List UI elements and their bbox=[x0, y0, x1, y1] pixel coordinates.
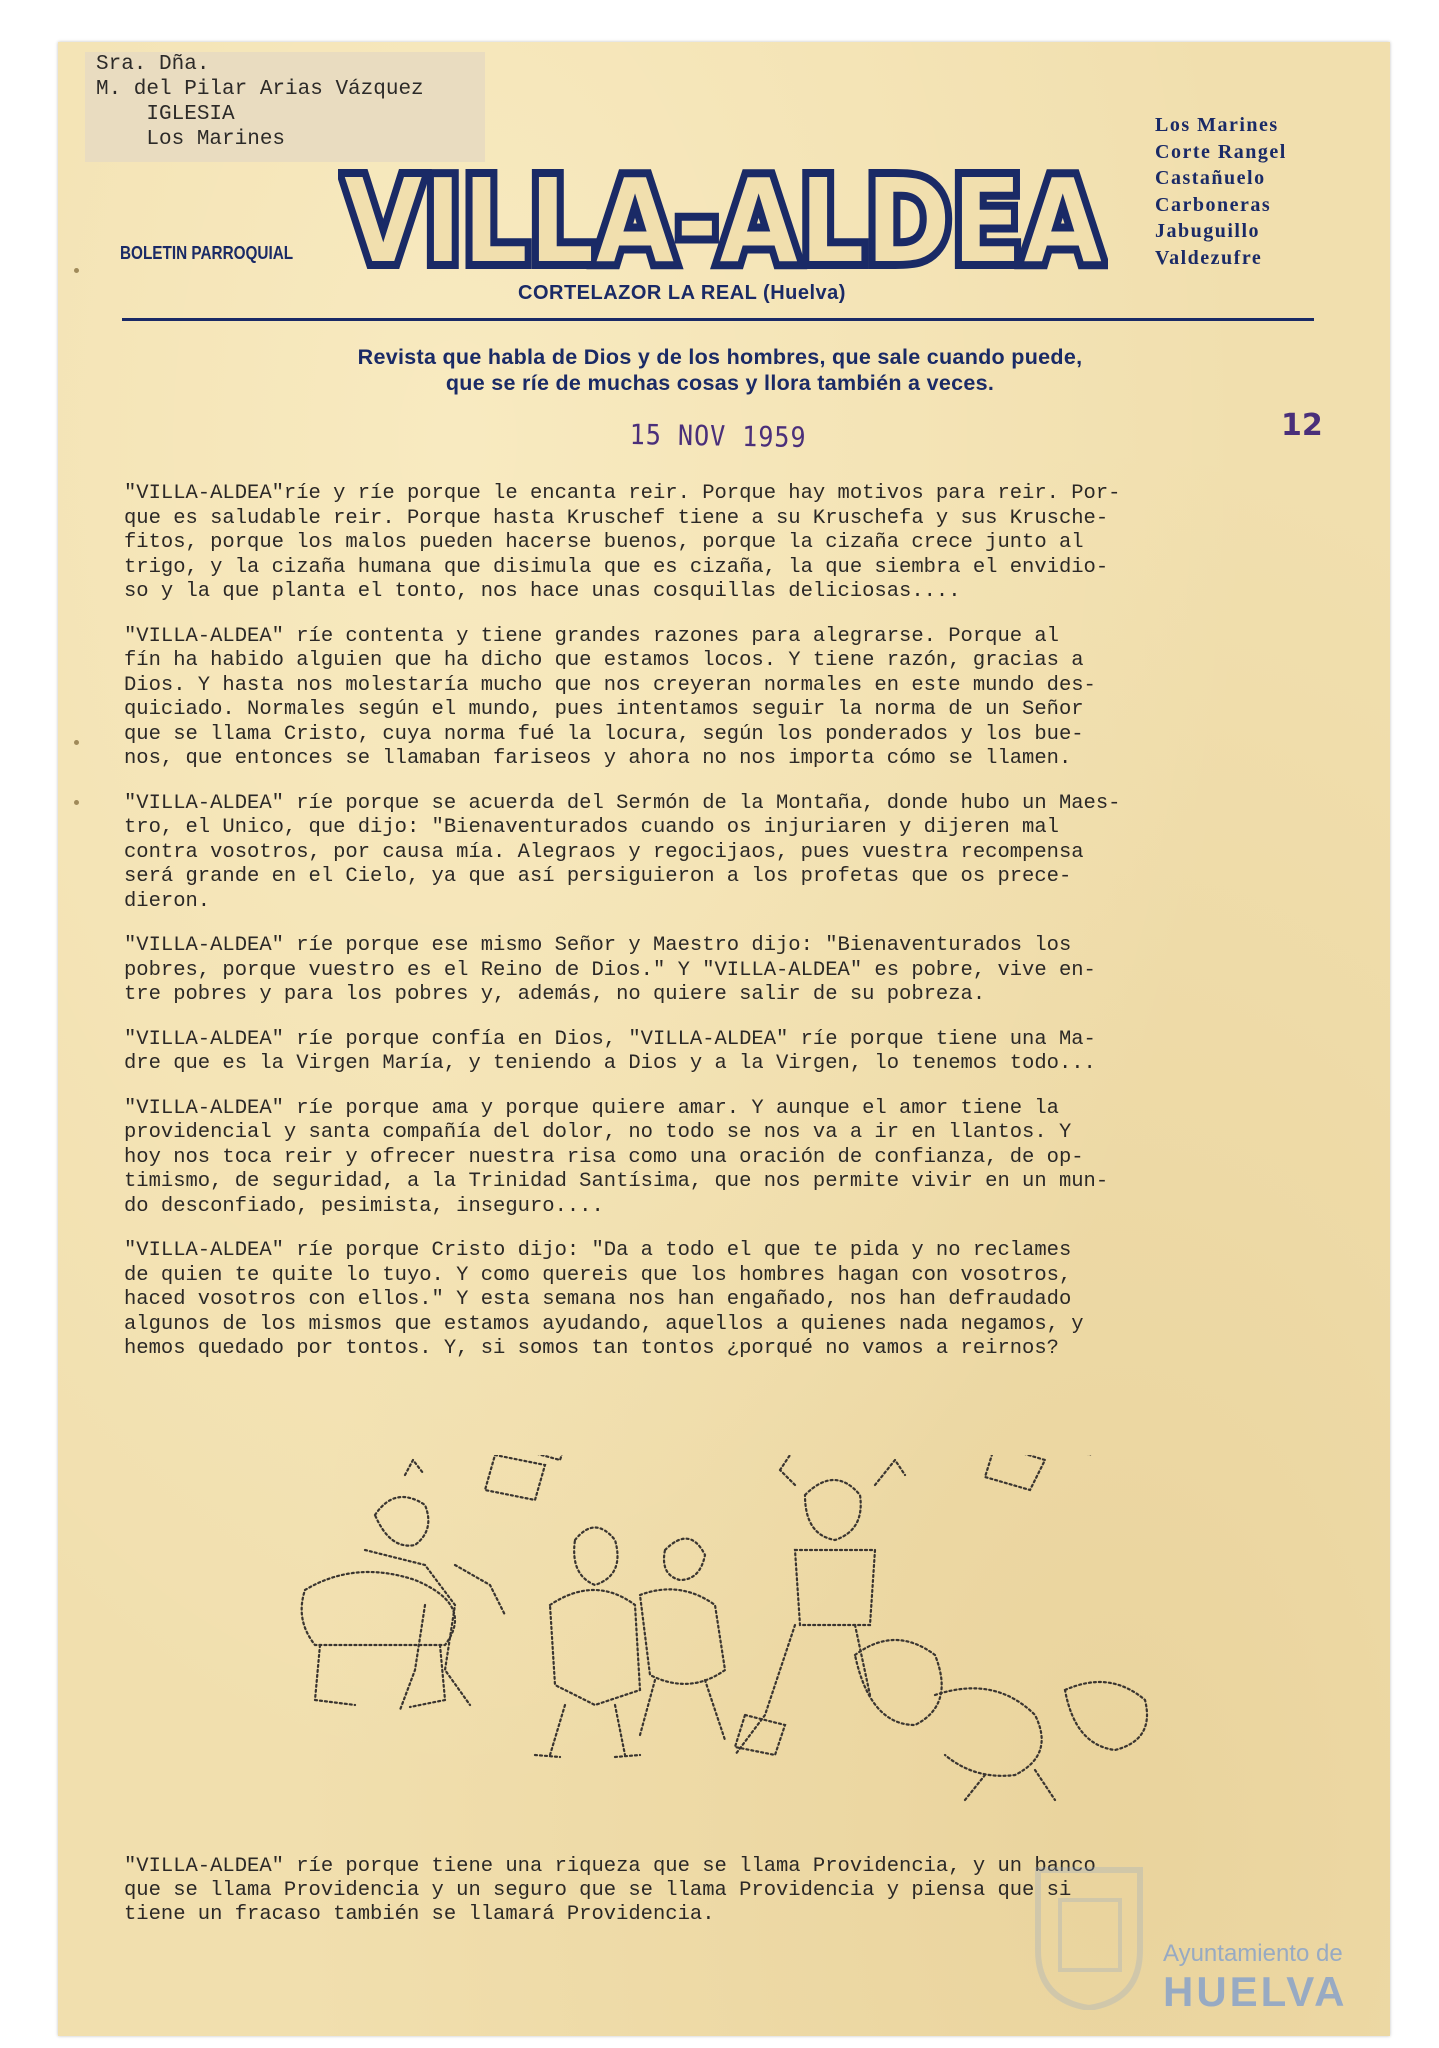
article-paragraph: "VILLA-ALDEA" ríe porque ama y porque quiere amar. Y aunque el amor tiene la providencial y santa compañía del dolor, no todo se nos va a ir en llantos. Y hoy nos toca reir y ofrecer nuestra risa como una oración de confianza, de op- timismo, de seguridad, a la Trinidad Santísima, que nos permite vivir en un mun- do desconfiado, pesimista, inseguro.... bbox=[124, 1096, 1109, 1218]
parish-location: CORTELAZOR LA REAL (Huelva) bbox=[518, 282, 846, 304]
tagline-line: que se ríe de muchas cosas y llora también a veces. bbox=[445, 371, 995, 395]
article-paragraph: "VILLA-ALDEA" ríe porque ese mismo Señor y Maestro dijo: "Bienaventurados los pobres, porque vuestro es el Reino de Dios." Y "VILLA-ALDEA" es pobre, vive en- tre pobres y para los pobres y, además, no quiere salir de su pobreza. bbox=[124, 934, 1096, 1006]
binder-hole bbox=[74, 268, 79, 273]
tagline-line: Revista que habla de Dios y de los hombres, que sale cuando puede, bbox=[357, 345, 1083, 369]
figure-drawing bbox=[855, 1640, 942, 1725]
figure-drawing bbox=[935, 1688, 1042, 1776]
address-line: M. del Pilar Arias Vázquez bbox=[96, 78, 424, 101]
article-body bbox=[124, 482, 1334, 1382]
figure-drawing bbox=[1065, 1682, 1147, 1750]
binder-hole bbox=[74, 800, 79, 805]
village-item: Carboneras bbox=[1155, 193, 1272, 216]
article-paragraph: "VILLA-ALDEA" ríe porque Cristo dijo: "Da a todo el que te pida y no reclames de quien te quite lo tuyo. Y como quereis que los hombres hagan con vosotros, haced vosotros con ellos." Y esta semana nos han engañado, nos han defraudado algunos de los mismos que estamos ayudando, aquellos a quienes nada negamos, y hemos quedado por tontos. Y, si somos tan tontos ¿porqué no vamos a reirnos? bbox=[124, 1239, 1084, 1360]
article-paragraph: "VILLA-ALDEA" ríe porque se acuerda del Sermón de la Montaña, donde hubo un Maes- tro, el Unico, que dijo: "Bienaventurados cuando os injuriaren y dijeren mal contra vosotros, por causa mía. Alegraos y regocijaos, pues vuestra recompensa será grande en el Cielo, ya que así persiguieron a los profetas que os prece- dieron. bbox=[124, 791, 1121, 913]
figure-drawing bbox=[640, 1680, 725, 1740]
date-stamp: 15 NOV 1959 bbox=[629, 418, 807, 455]
header-divider bbox=[122, 318, 1314, 321]
figure-drawing bbox=[795, 1550, 875, 1625]
closing-paragraph: "VILLA-ALDEA" ríe porque tiene una riqueza que se llama Providencia, y un banco que se llama Providencia y un seguro que se llama Providencia y piensa que si tiene un fracaso también se llamará Providencia. bbox=[124, 1855, 1096, 1926]
bulletin-label: BOLETIN PARROQUIAL bbox=[120, 243, 294, 263]
villages-list bbox=[1155, 112, 1287, 271]
address-line: IGLESIA bbox=[96, 103, 235, 126]
figure-drawing bbox=[375, 1497, 428, 1546]
tagline bbox=[140, 344, 1300, 396]
article-paragraph: "VILLA-ALDEA" ríe porque confía en Dios, "VILLA-ALDEA" ríe porque tiene una Ma- dre que es la Virgen María, y teniendo a Dios y a la Virgen, lo tenemos todo... bbox=[124, 1027, 1096, 1075]
masthead-title bbox=[338, 150, 1108, 280]
village-item: Corte Rangel bbox=[1155, 140, 1287, 163]
recipient-address bbox=[96, 52, 424, 152]
binder-hole bbox=[74, 740, 79, 745]
address-line: Los Marines bbox=[96, 128, 286, 151]
flying-paper-drawing bbox=[485, 1455, 545, 1500]
issue-number: 12 bbox=[1281, 408, 1323, 443]
flying-paper-drawing bbox=[985, 1455, 1045, 1490]
table-drawing bbox=[302, 1572, 455, 1645]
figure-drawing bbox=[640, 1589, 725, 1684]
village-item: Valdezufre bbox=[1155, 246, 1263, 269]
figure-drawing bbox=[664, 1539, 705, 1580]
masthead-outline: VILLA-ALDEA bbox=[343, 152, 1103, 280]
laughing-people-illustration bbox=[295, 1455, 1235, 1825]
village-item: Castañuelo bbox=[1155, 167, 1266, 189]
article-paragraph: "VILLA-ALDEA"ríe y ríe porque le encanta reir. Porque hay motivos para reir. Por- que es saludable reir. Porque hasta Kruschef tiene a su Kruschefa y sus Krusche- fitos, porque los malos pueden hacerse buenos, porque la cizaña crece junto al trigo, y la cizaña humana que disimula que es cizaña, la que siembra el envidio- so y la que planta el tonto, nos hace unas cosquillas deliciosas.... bbox=[124, 482, 1121, 603]
watermark-line: HUELVA bbox=[1163, 1968, 1348, 2015]
figure-drawing bbox=[735, 1625, 870, 1755]
figure-drawing bbox=[805, 1480, 861, 1540]
figure-drawing bbox=[365, 1460, 470, 1705]
masthead-fill: VILLA-ALDEA bbox=[343, 152, 1103, 280]
article-paragraph: "VILLA-ALDEA" ríe contenta y tiene grandes razones para alegrarse. Porque al fín ha habido alguien que ha dicho que estamos locos. Y tiene razón, gracias a Dios. Y hasta nos molestaría mucho que nos creyeran normales en este mundo des- quiciado. Normales según el mundo, pues intentamos seguir la norma de un Señor que se llama Cristo, cuya norma fué la locura, según los ponderados y los bue- nos, que entonces se llamaban fariseos y ahora no nos importa cómo se llamen. bbox=[124, 624, 1096, 770]
village-item: Jabuguillo bbox=[1155, 220, 1261, 242]
figure-drawing bbox=[574, 1528, 617, 1586]
figure-drawing bbox=[400, 1565, 505, 1710]
table-drawing bbox=[315, 1645, 445, 1707]
watermark-line: Ayuntamiento de bbox=[1163, 1940, 1343, 1967]
village-item: Los Marines bbox=[1155, 114, 1279, 136]
address-line: Sra. Dña. bbox=[96, 53, 210, 76]
flying-paper-drawing bbox=[523, 1455, 570, 1460]
figure-drawing bbox=[535, 1705, 640, 1757]
figure-drawing bbox=[550, 1590, 640, 1705]
